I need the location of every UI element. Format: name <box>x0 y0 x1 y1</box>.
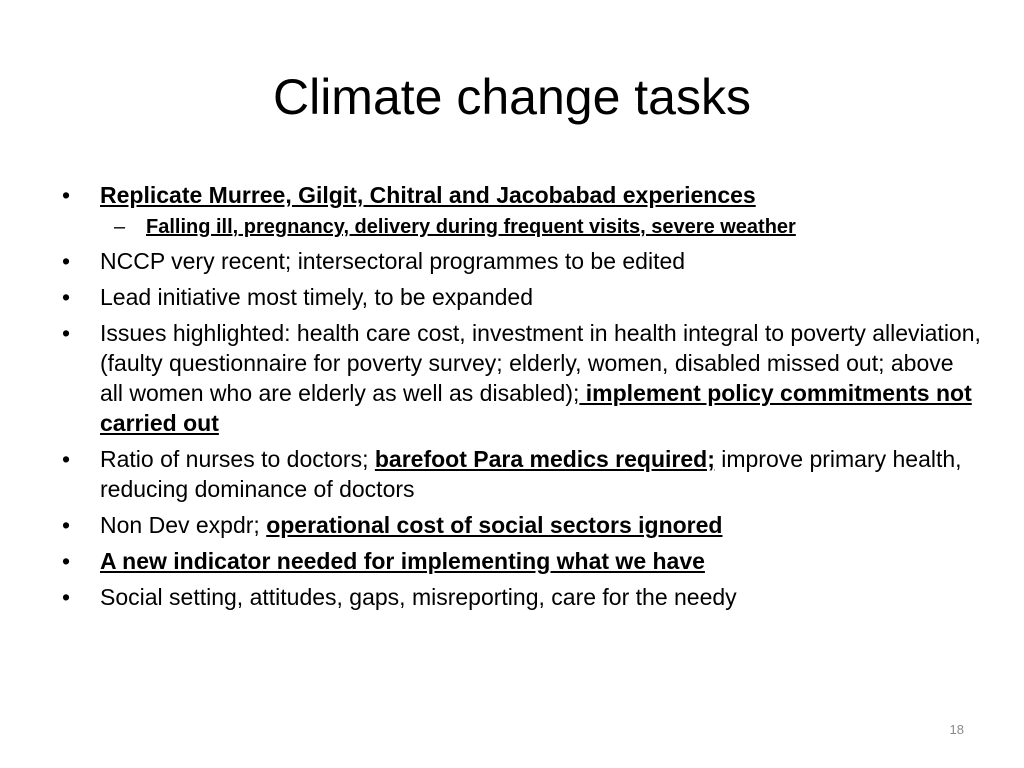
bullet-text: Ratio of nurses to doctors; <box>100 446 375 472</box>
bullet-item-3 <box>62 282 982 312</box>
bullet-text: Non Dev expdr; <box>100 512 267 538</box>
bullet-item-8 <box>62 582 982 612</box>
bullet-item-5 <box>62 444 982 504</box>
bullet-marker: • <box>62 548 71 574</box>
bullet-text: Lead initiative most timely, to be expanded <box>100 284 533 310</box>
bullet-text-bold: implement policy commitments not carried out <box>100 380 972 436</box>
bullet-text-bold: A new indicator needed for implementing what we have <box>100 548 705 574</box>
sub-bullet-text-bold: Falling ill, pregnancy, delivery during frequent visits, severe weather <box>146 216 796 238</box>
bullet-text: NCCP very recent; intersectoral programmes to be edited <box>100 248 686 274</box>
bullet-text-bold: barefoot Para medics required; <box>374 446 715 472</box>
slide-title: Climate change tasks <box>272 69 751 125</box>
bullet-marker: • <box>62 446 71 472</box>
bullet-list <box>62 180 982 618</box>
bullet-item-4 <box>62 318 982 438</box>
sub-bullet-marker: – <box>114 216 126 238</box>
bullet-marker: • <box>62 512 71 538</box>
bullet-item-2 <box>62 246 982 276</box>
bullet-item-6 <box>62 510 982 540</box>
bullet-marker: • <box>62 182 71 208</box>
bullet-text-bold: operational cost of social sectors ignored <box>266 512 723 538</box>
bullet-item-7 <box>62 546 982 576</box>
bullet-text: Social setting, attitudes, gaps, misreporting, care for the needy <box>100 584 737 610</box>
bullet-marker: • <box>62 584 71 610</box>
page-number: 18 <box>949 722 964 737</box>
bullet-marker: • <box>62 248 71 274</box>
bullet-text: Issues highlighted: health care cost, investment in health integral to poverty alleviation, (faulty questionnaire for poverty survey; elderly, women, disabled missed out; above all women who are elderly as well as disabled); <box>100 320 981 406</box>
sub-bullet-item-1 <box>62 214 982 240</box>
bullet-item-1 <box>62 180 982 210</box>
bullet-text-bold: Replicate Murree, Gilgit, Chitral and Jacobabad experiences <box>100 182 756 208</box>
bullet-marker: • <box>62 284 71 310</box>
bullet-marker: • <box>62 320 71 346</box>
bullet-text-after: improve primary health, reducing dominance of doctors <box>100 446 962 502</box>
